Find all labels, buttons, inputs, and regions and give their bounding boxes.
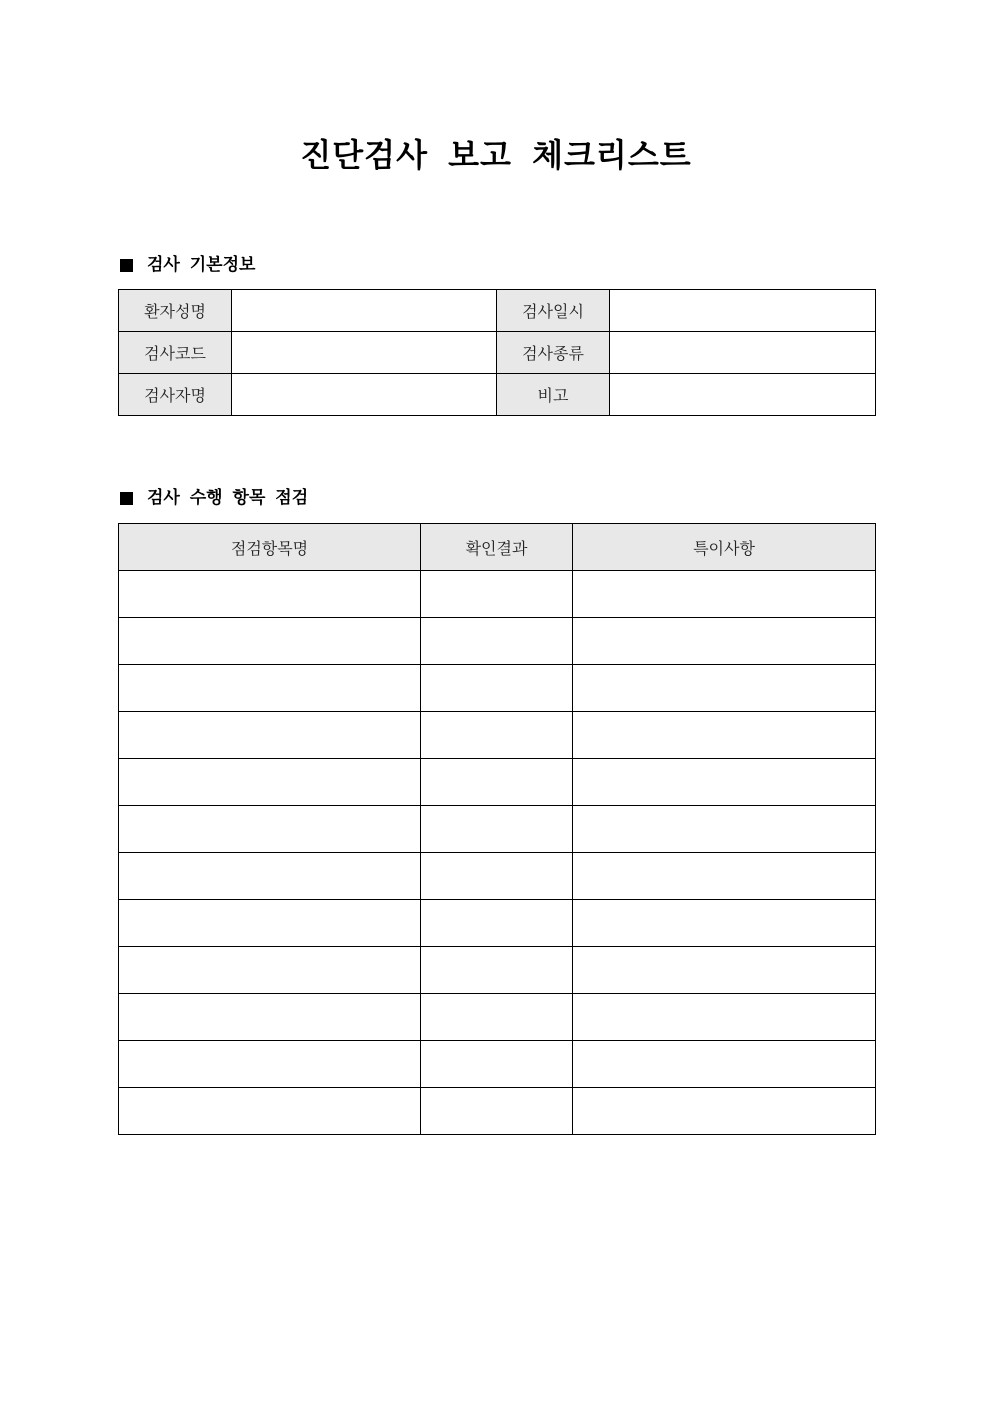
test-code-field[interactable]	[232, 332, 497, 374]
section-heading-checklist	[118, 487, 308, 509]
notes-cell[interactable]	[573, 759, 876, 806]
notes-cell[interactable]	[573, 1041, 876, 1088]
table-row	[119, 947, 876, 994]
square-bullet-icon	[120, 259, 133, 272]
result-cell[interactable]	[421, 712, 573, 759]
result-cell[interactable]	[421, 571, 573, 618]
section-heading-label: 검사 기본정보	[147, 255, 256, 275]
square-bullet-icon	[120, 492, 133, 505]
remarks-field[interactable]	[610, 374, 876, 416]
examiner-name-field[interactable]	[232, 374, 497, 416]
column-header-item-name: 점검항목명	[119, 524, 421, 571]
result-cell[interactable]	[421, 618, 573, 665]
notes-cell[interactable]	[573, 947, 876, 994]
field-label: 검사코드	[119, 332, 232, 374]
table-row	[119, 1088, 876, 1135]
item-name-cell[interactable]	[119, 806, 421, 853]
patient-name-field[interactable]	[232, 290, 497, 332]
table-row	[119, 994, 876, 1041]
test-datetime-field[interactable]	[610, 290, 876, 332]
notes-cell[interactable]	[573, 900, 876, 947]
item-name-cell[interactable]	[119, 1088, 421, 1135]
table-row	[119, 853, 876, 900]
result-cell[interactable]	[421, 1041, 573, 1088]
table-row	[119, 900, 876, 947]
field-label: 비고	[497, 374, 610, 416]
basic-info-table	[118, 289, 876, 416]
section-heading-label: 검사 수행 항목 점검	[147, 488, 309, 508]
item-name-cell[interactable]	[119, 712, 421, 759]
field-label: 검사일시	[497, 290, 610, 332]
result-cell[interactable]	[421, 900, 573, 947]
result-cell[interactable]	[421, 1088, 573, 1135]
table-row	[119, 290, 876, 332]
notes-cell[interactable]	[573, 1088, 876, 1135]
document-title: 진단검사 보고 체크리스트	[300, 136, 692, 174]
table-row	[119, 759, 876, 806]
notes-cell[interactable]	[573, 618, 876, 665]
notes-cell[interactable]	[573, 853, 876, 900]
result-cell[interactable]	[421, 994, 573, 1041]
checklist-table	[118, 523, 876, 1135]
item-name-cell[interactable]	[119, 994, 421, 1041]
table-header-row	[119, 524, 876, 571]
table-row	[119, 332, 876, 374]
result-cell[interactable]	[421, 665, 573, 712]
table-row	[119, 374, 876, 416]
notes-cell[interactable]	[573, 806, 876, 853]
test-type-field[interactable]	[610, 332, 876, 374]
field-label: 검사종류	[497, 332, 610, 374]
table-row	[119, 806, 876, 853]
notes-cell[interactable]	[573, 994, 876, 1041]
result-cell[interactable]	[421, 759, 573, 806]
notes-cell[interactable]	[573, 665, 876, 712]
column-header-notes: 특이사항	[573, 524, 876, 571]
notes-cell[interactable]	[573, 712, 876, 759]
table-row	[119, 1041, 876, 1088]
field-label: 검사자명	[119, 374, 232, 416]
item-name-cell[interactable]	[119, 571, 421, 618]
item-name-cell[interactable]	[119, 947, 421, 994]
item-name-cell[interactable]	[119, 759, 421, 806]
result-cell[interactable]	[421, 947, 573, 994]
result-cell[interactable]	[421, 806, 573, 853]
item-name-cell[interactable]	[119, 665, 421, 712]
section-heading-basic-info	[118, 254, 255, 276]
item-name-cell[interactable]	[119, 900, 421, 947]
item-name-cell[interactable]	[119, 618, 421, 665]
field-label: 환자성명	[119, 290, 232, 332]
notes-cell[interactable]	[573, 571, 876, 618]
item-name-cell[interactable]	[119, 853, 421, 900]
table-row	[119, 712, 876, 759]
column-header-result: 확인결과	[421, 524, 573, 571]
table-row	[119, 665, 876, 712]
result-cell[interactable]	[421, 853, 573, 900]
table-row	[119, 618, 876, 665]
item-name-cell[interactable]	[119, 1041, 421, 1088]
table-row	[119, 571, 876, 618]
